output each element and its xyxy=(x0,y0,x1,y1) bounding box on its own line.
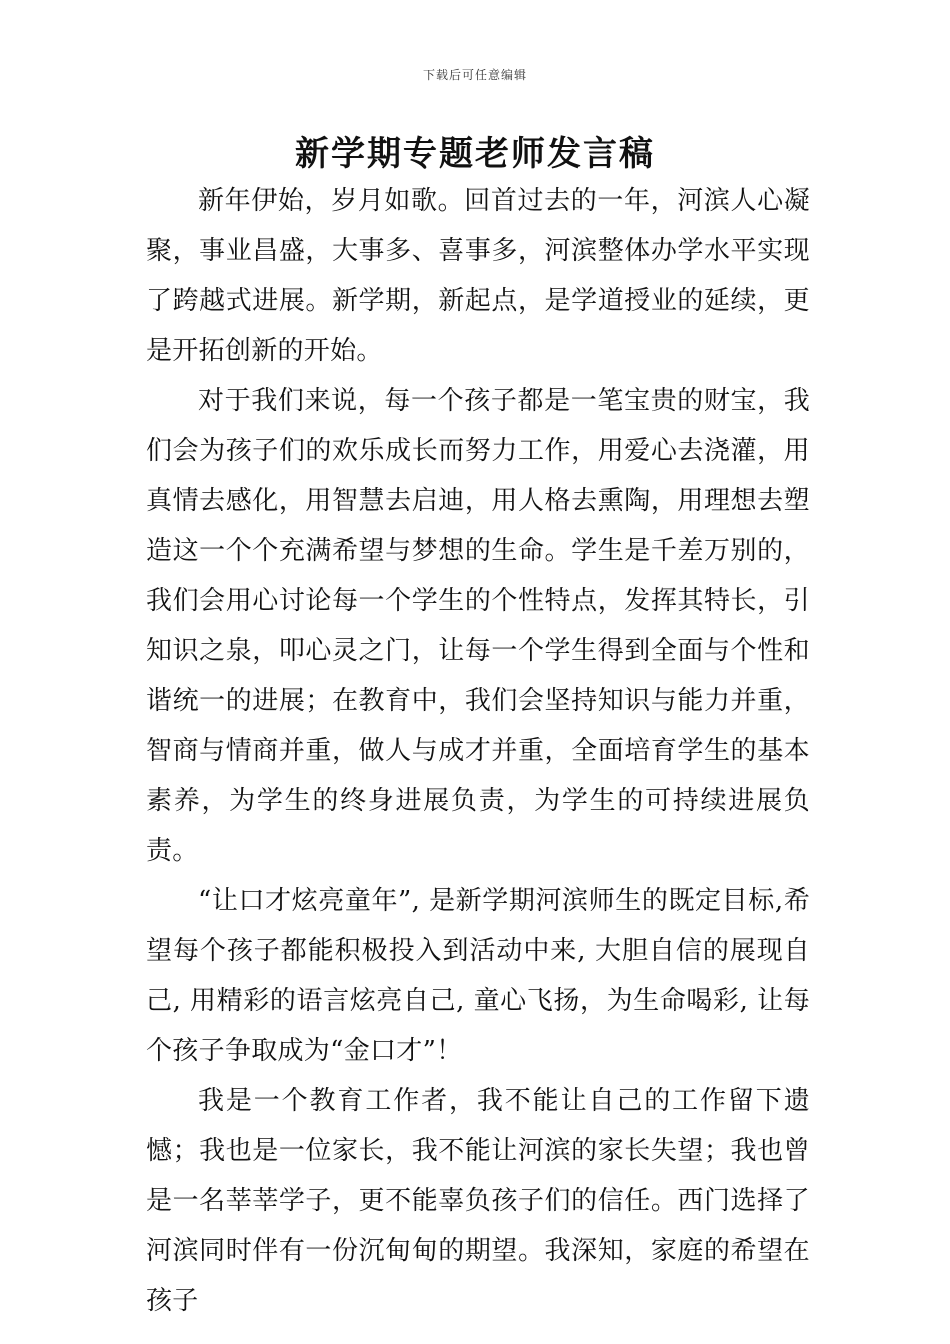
document-body xyxy=(146,176,810,1326)
paragraph-4: 我是一个教育工作者，我不能让自己的工作留下遗憾；我也是一位家长，我不能让河滨的家长失望；我也曾是一名莘莘学子，更不能辜负孩子们的信任。西门选择了河滨同时伴有一份沉甸甸的期望。我深知，家庭的希望在孩子 xyxy=(146,1086,810,1316)
paragraph-1: 新年伊始，岁月如歌。回首过去的一年，河滨人心凝聚，事业昌盛，大事多、喜事多，河滨整体办学水平实现了跨越式进展。新学期，新起点，是学道授业的延续，更是开拓创新的开始。 xyxy=(146,186,810,366)
paragraph-2: 对于我们来说，每一个孩子都是一笔宝贵的财宝，我们会为孩子们的欢乐成长而努力工作，用爱心去浇灌，用真情去感化，用智慧去启迪，用人格去熏陶，用理想去塑造这一个个充满希望与梦想的生命。学生是千差万别的，我们会用心讨论每一个学生的个性特点，发挥其特长，引知识之泉，叩心灵之门，让每一个学生得到全面与个性和谐统一的进展；在教育中，我们会坚持知识与能力并重，智商与情商并重，做人与成才并重，全面培育学生的基本素养，为学生的终身进展负责，为学生的可持续进展负责。 xyxy=(146,386,810,866)
document-title: 新学期专题老师发言稿 xyxy=(295,134,655,174)
header-note: 下载后可任意编辑 xyxy=(422,68,527,82)
paragraph-3: “让口才炫亮童年”, 是新学期河滨师生的既定目标,希望每个孩子都能积极投入到活动中来, 大胆自信的展现自己, 用精彩的语言炫亮自己, 童心飞扬，为生命喝彩, 让每个孩子争取成为“金口才”！ xyxy=(146,886,810,1066)
